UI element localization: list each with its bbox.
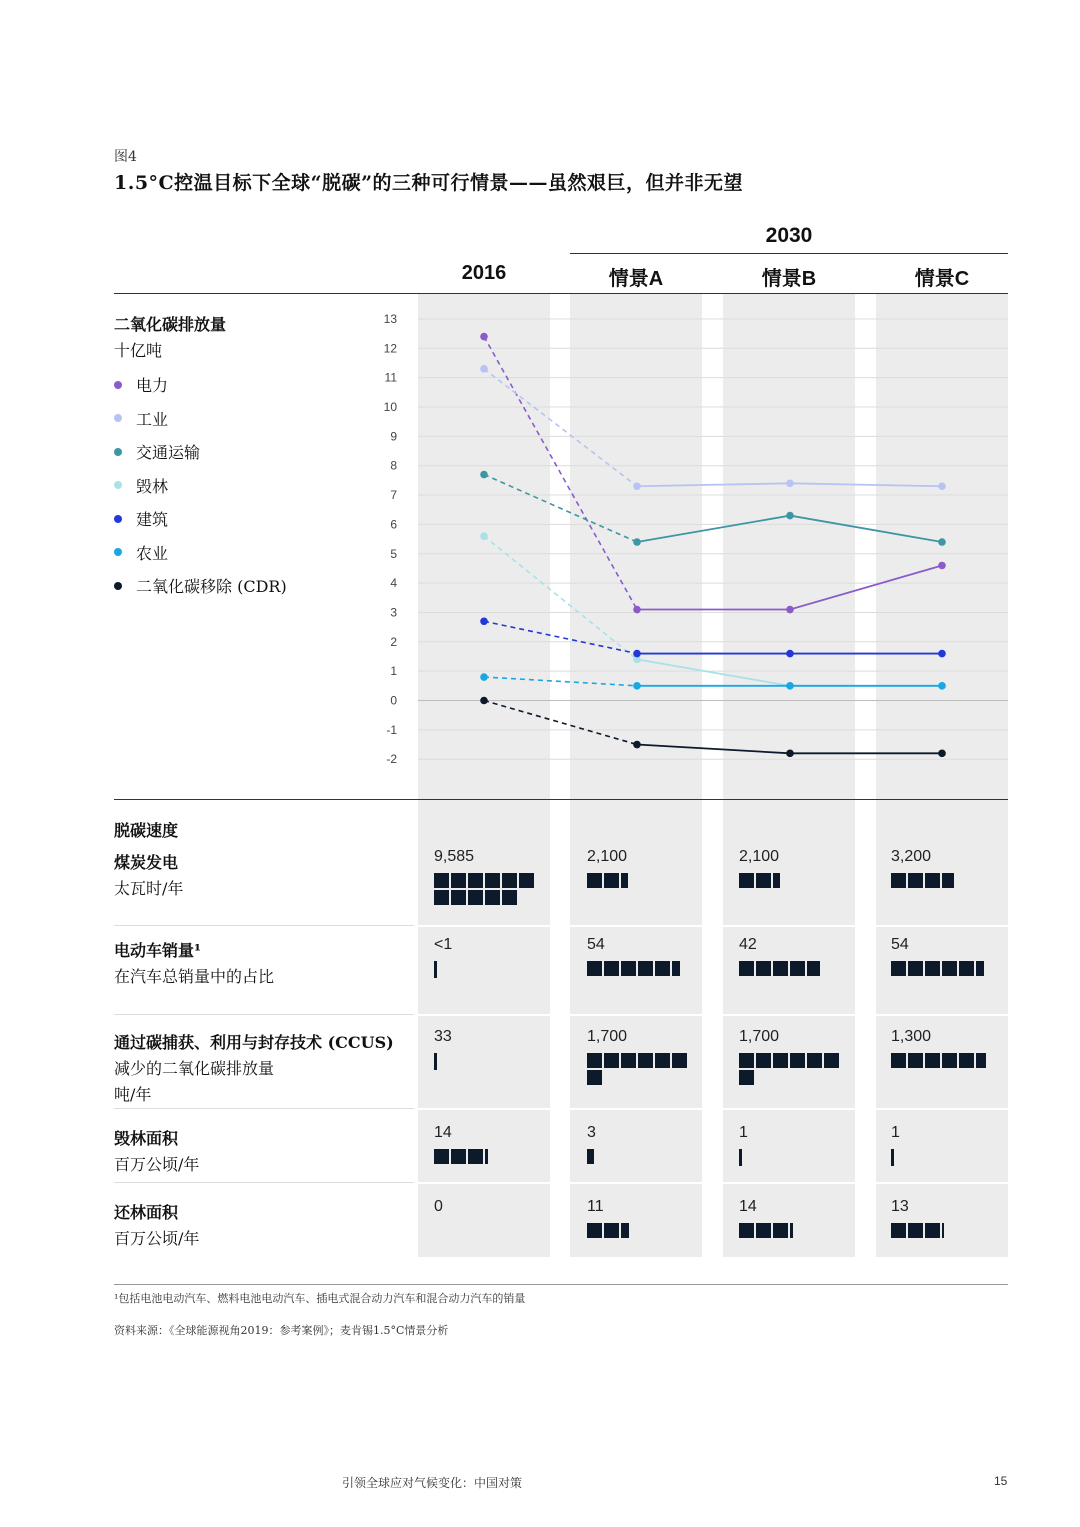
block-cell xyxy=(891,1053,908,1070)
block-bar xyxy=(434,873,536,907)
legend-item xyxy=(114,574,287,597)
series-line-dashed xyxy=(484,369,637,486)
metric-unit: 百万公顷/年 xyxy=(114,1229,200,1248)
metric-value: 1 xyxy=(739,1124,748,1141)
block-bar xyxy=(739,873,841,890)
block-bar xyxy=(587,1149,689,1166)
data-point xyxy=(633,606,641,614)
metric-value: 14 xyxy=(739,1198,757,1215)
metric-name: 毁林面积 xyxy=(114,1129,179,1148)
source-note: 资料来源：《全球能源视角2019：参考案例》；麦肯锡1.5°C情景分析 xyxy=(114,1324,449,1337)
metric-value: 0 xyxy=(434,1198,443,1215)
legend-label: 交通运输 xyxy=(136,443,201,462)
metric-value: 13 xyxy=(891,1198,909,1215)
block-cell xyxy=(942,1053,959,1070)
y-tick-label: 7 xyxy=(390,488,397,503)
block-bar xyxy=(739,1149,841,1166)
row-divider xyxy=(418,1108,1008,1110)
legend-item xyxy=(114,407,168,430)
metric-unit: 百万公顷/年 xyxy=(114,1155,200,1174)
legend-title: 二氧化碳排放量 xyxy=(114,315,227,334)
block-bar xyxy=(587,961,689,978)
block-cell xyxy=(485,1149,490,1166)
y-tick-label: 5 xyxy=(390,546,397,561)
row-divider xyxy=(418,1014,1008,1016)
block-cell xyxy=(908,1223,925,1240)
metric-value: 54 xyxy=(587,936,605,953)
block-cell xyxy=(925,1053,942,1070)
block-bar xyxy=(739,1223,841,1240)
block-cell xyxy=(773,961,790,978)
metric-value: 1,300 xyxy=(891,1028,932,1045)
year-2030-header: 2030 xyxy=(765,224,813,247)
block-cell xyxy=(773,873,782,890)
block-cell xyxy=(756,1053,773,1070)
figure-title: 1.5°C控温目标下全球“脱碳”的三种可行情景——虽然艰巨，但并非无望 xyxy=(114,172,744,194)
legend-item xyxy=(114,541,168,564)
data-point xyxy=(786,606,794,614)
y-tick-label: 6 xyxy=(390,517,397,532)
y-tick-label: 13 xyxy=(383,311,397,326)
metric-value: 1 xyxy=(891,1124,900,1141)
header-bottom-rule xyxy=(114,293,1008,294)
row-divider xyxy=(114,925,414,926)
data-point xyxy=(938,482,946,490)
series-line-dashed xyxy=(484,536,637,659)
block-cell xyxy=(587,1053,604,1070)
data-point xyxy=(480,617,488,625)
data-point xyxy=(786,480,794,488)
data-point xyxy=(786,512,794,520)
legend-label: 二氧化碳移除 (CDR) xyxy=(136,577,287,596)
block-cell xyxy=(739,1149,742,1166)
block-cell xyxy=(925,961,942,978)
block-cell xyxy=(451,890,468,907)
metric-value: 3 xyxy=(587,1124,596,1141)
y-tick-label: 12 xyxy=(383,341,397,356)
legend-dot-icon xyxy=(114,481,122,489)
block-cell xyxy=(621,1053,638,1070)
block-cell xyxy=(925,873,942,890)
legend-dot-icon xyxy=(114,515,122,523)
block-cell xyxy=(756,873,773,890)
data-point xyxy=(633,650,641,658)
data-point xyxy=(480,697,488,705)
row-divider xyxy=(114,1014,414,1015)
block-cell xyxy=(621,873,630,890)
data-point xyxy=(938,562,946,570)
legend-dot-icon xyxy=(114,381,122,389)
block-cell xyxy=(485,873,502,890)
block-cell xyxy=(502,890,519,907)
block-bar xyxy=(587,873,689,890)
block-bar xyxy=(587,1223,689,1240)
legend-item xyxy=(114,373,168,396)
block-cell xyxy=(672,961,682,978)
block-cell xyxy=(604,1053,621,1070)
block-cell xyxy=(756,1223,773,1240)
data-point xyxy=(938,750,946,758)
block-cell xyxy=(604,1223,621,1240)
metric-unit: 太瓦时/年 xyxy=(114,879,184,898)
metric-value: 11 xyxy=(587,1198,604,1215)
metric-unit: 吨/年 xyxy=(114,1085,152,1104)
series-line xyxy=(637,565,942,609)
metric-value: 1,700 xyxy=(739,1028,780,1045)
column-header-scenario-c: 情景C xyxy=(914,268,970,290)
block-bar xyxy=(587,1053,689,1087)
metric-unit: 减少的二氧化碳排放量 xyxy=(114,1059,275,1078)
metric-value: <1 xyxy=(434,936,453,953)
y-tick-label: 2 xyxy=(390,634,397,649)
legend-item xyxy=(114,507,168,530)
header-rule-2030 xyxy=(570,253,1008,254)
legend-dot-icon xyxy=(114,414,122,422)
legend-dot-icon xyxy=(114,582,122,590)
block-cell xyxy=(587,1149,596,1166)
block-cell xyxy=(739,873,756,890)
block-cell xyxy=(655,1053,672,1070)
block-cell xyxy=(976,1053,988,1070)
data-point xyxy=(480,471,488,479)
metric-value: 54 xyxy=(891,936,909,953)
y-tick-label: -2 xyxy=(386,752,397,767)
block-cell xyxy=(434,873,451,890)
block-cell xyxy=(621,961,638,978)
y-tick-label: 4 xyxy=(390,576,397,591)
block-cell xyxy=(790,1223,795,1240)
block-cell xyxy=(942,1223,946,1240)
block-cell xyxy=(891,873,908,890)
data-point xyxy=(938,538,946,546)
metric-value: 14 xyxy=(434,1124,452,1141)
y-tick-label: 11 xyxy=(384,370,397,385)
block-cell xyxy=(434,890,451,907)
data-point xyxy=(633,682,641,690)
legend-label: 建筑 xyxy=(136,510,169,529)
block-cell xyxy=(807,961,822,978)
block-cell xyxy=(773,1053,790,1070)
block-cell xyxy=(891,1223,908,1240)
block-cell xyxy=(942,873,956,890)
data-point xyxy=(786,682,794,690)
data-point xyxy=(786,650,794,658)
block-cell xyxy=(468,890,485,907)
legend-label: 电力 xyxy=(136,376,169,395)
block-cell xyxy=(908,961,925,978)
figure-label: 图4 xyxy=(114,149,137,165)
series-line-dashed xyxy=(484,621,637,653)
block-cell xyxy=(587,873,604,890)
block-cell xyxy=(587,1070,604,1087)
block-bar xyxy=(434,1053,536,1070)
column-header-scenario-a: 情景A xyxy=(608,268,664,290)
block-cell xyxy=(824,1053,841,1070)
data-point xyxy=(938,650,946,658)
block-cell xyxy=(434,1053,437,1070)
row-divider xyxy=(418,1182,1008,1184)
legend-label: 毁林 xyxy=(136,476,169,496)
metric-unit: 在汽车总销量中的占比 xyxy=(114,967,275,986)
block-cell xyxy=(451,873,468,890)
data-point xyxy=(480,365,488,373)
data-point xyxy=(786,750,794,758)
block-cell xyxy=(908,1053,925,1070)
row-divider xyxy=(114,1182,414,1183)
block-bar xyxy=(434,1149,536,1166)
metric-value: 2,100 xyxy=(587,848,628,865)
block-cell xyxy=(891,1149,894,1166)
block-cell xyxy=(655,961,672,978)
block-cell xyxy=(891,961,908,978)
metric-value: 1,700 xyxy=(587,1028,628,1045)
block-cell xyxy=(739,1223,756,1240)
y-tick-label: 1 xyxy=(390,664,397,679)
data-point xyxy=(480,333,488,341)
legend-label: 工业 xyxy=(136,409,169,429)
metric-value: 9,585 xyxy=(434,848,475,865)
block-cell xyxy=(638,1053,655,1070)
data-point xyxy=(633,482,641,490)
block-cell xyxy=(519,873,536,890)
legend-item xyxy=(114,440,200,463)
column-header-2016: 2016 xyxy=(461,262,507,284)
series-line xyxy=(637,659,942,685)
legend-label: 农业 xyxy=(136,543,169,563)
series-line-dashed xyxy=(484,475,637,543)
y-tick-label: 0 xyxy=(390,693,397,708)
y-tick-label: 8 xyxy=(390,458,397,473)
block-cell xyxy=(587,961,604,978)
metric-name: 电动车销量¹ xyxy=(114,941,202,960)
metric-name: 煤炭发电 xyxy=(114,853,179,872)
data-point xyxy=(480,673,488,681)
block-cell xyxy=(502,873,519,890)
block-cell xyxy=(672,1053,689,1070)
block-bar xyxy=(891,1223,993,1240)
block-bar xyxy=(739,961,841,978)
footnote: ¹包括电池电动汽车、燃料电池电动汽车、插电式混合动力汽车和混合动力汽车的销量 xyxy=(114,1292,526,1305)
block-cell xyxy=(587,1223,604,1240)
block-bar xyxy=(434,961,536,978)
block-cell xyxy=(739,1053,756,1070)
series-line-dashed xyxy=(484,701,637,745)
block-cell xyxy=(908,873,925,890)
block-bar xyxy=(891,1053,993,1070)
block-cell xyxy=(485,890,502,907)
page-number: 15 xyxy=(994,1474,1008,1488)
block-cell xyxy=(621,1223,631,1240)
y-tick-label: 3 xyxy=(390,605,397,620)
series-line-dashed xyxy=(484,677,637,686)
block-cell xyxy=(942,961,959,978)
block-cell xyxy=(434,961,437,978)
series-line xyxy=(637,516,942,542)
metric-value: 2,100 xyxy=(739,848,780,865)
footnote-rule xyxy=(114,1284,1008,1285)
block-bar xyxy=(891,961,993,978)
row-divider xyxy=(114,1108,414,1109)
block-cell xyxy=(739,961,756,978)
block-cell xyxy=(468,1149,485,1166)
column-header-scenario-b: 情景B xyxy=(761,268,817,290)
block-cell xyxy=(451,1149,468,1166)
data-point xyxy=(633,538,641,546)
row-divider xyxy=(418,925,1008,927)
block-cell xyxy=(976,961,986,978)
block-cell xyxy=(604,873,621,890)
block-cell xyxy=(807,1053,824,1070)
block-cell xyxy=(790,1053,807,1070)
block-cell xyxy=(604,961,621,978)
data-point xyxy=(480,532,488,540)
block-cell xyxy=(925,1223,942,1240)
block-bar xyxy=(891,1149,993,1166)
y-tick-label: 10 xyxy=(383,400,397,414)
metric-name: 还林面积 xyxy=(114,1203,179,1222)
block-cell xyxy=(739,1070,756,1087)
chart-bottom-rule xyxy=(114,799,1008,800)
block-cell xyxy=(638,961,655,978)
legend-unit: 十亿吨 xyxy=(114,341,163,360)
legend-dot-icon xyxy=(114,548,122,556)
block-cell xyxy=(434,1149,451,1166)
block-cell xyxy=(959,961,976,978)
block-cell xyxy=(468,873,485,890)
emissions-line-chart xyxy=(370,300,1010,790)
metric-name: 通过碳捕获、利用与封存技术 (CCUS) xyxy=(114,1033,394,1052)
block-bar xyxy=(739,1053,841,1087)
data-point xyxy=(633,741,641,749)
y-tick-label: -1 xyxy=(386,722,397,737)
block-cell xyxy=(773,1223,790,1240)
decarb-section-title: 脱碳速度 xyxy=(114,821,179,840)
metric-value: 42 xyxy=(739,936,757,953)
block-cell xyxy=(959,1053,976,1070)
footer-title: 引领全球应对气候变化：中国对策 xyxy=(342,1476,523,1490)
data-point xyxy=(938,682,946,690)
legend-dot-icon xyxy=(114,448,122,456)
metric-value: 3,200 xyxy=(891,848,932,865)
legend-item xyxy=(114,474,168,497)
block-bar xyxy=(891,873,993,890)
metric-value: 33 xyxy=(434,1028,452,1045)
block-cell xyxy=(756,961,773,978)
y-tick-label: 9 xyxy=(390,429,397,444)
block-cell xyxy=(790,961,807,978)
